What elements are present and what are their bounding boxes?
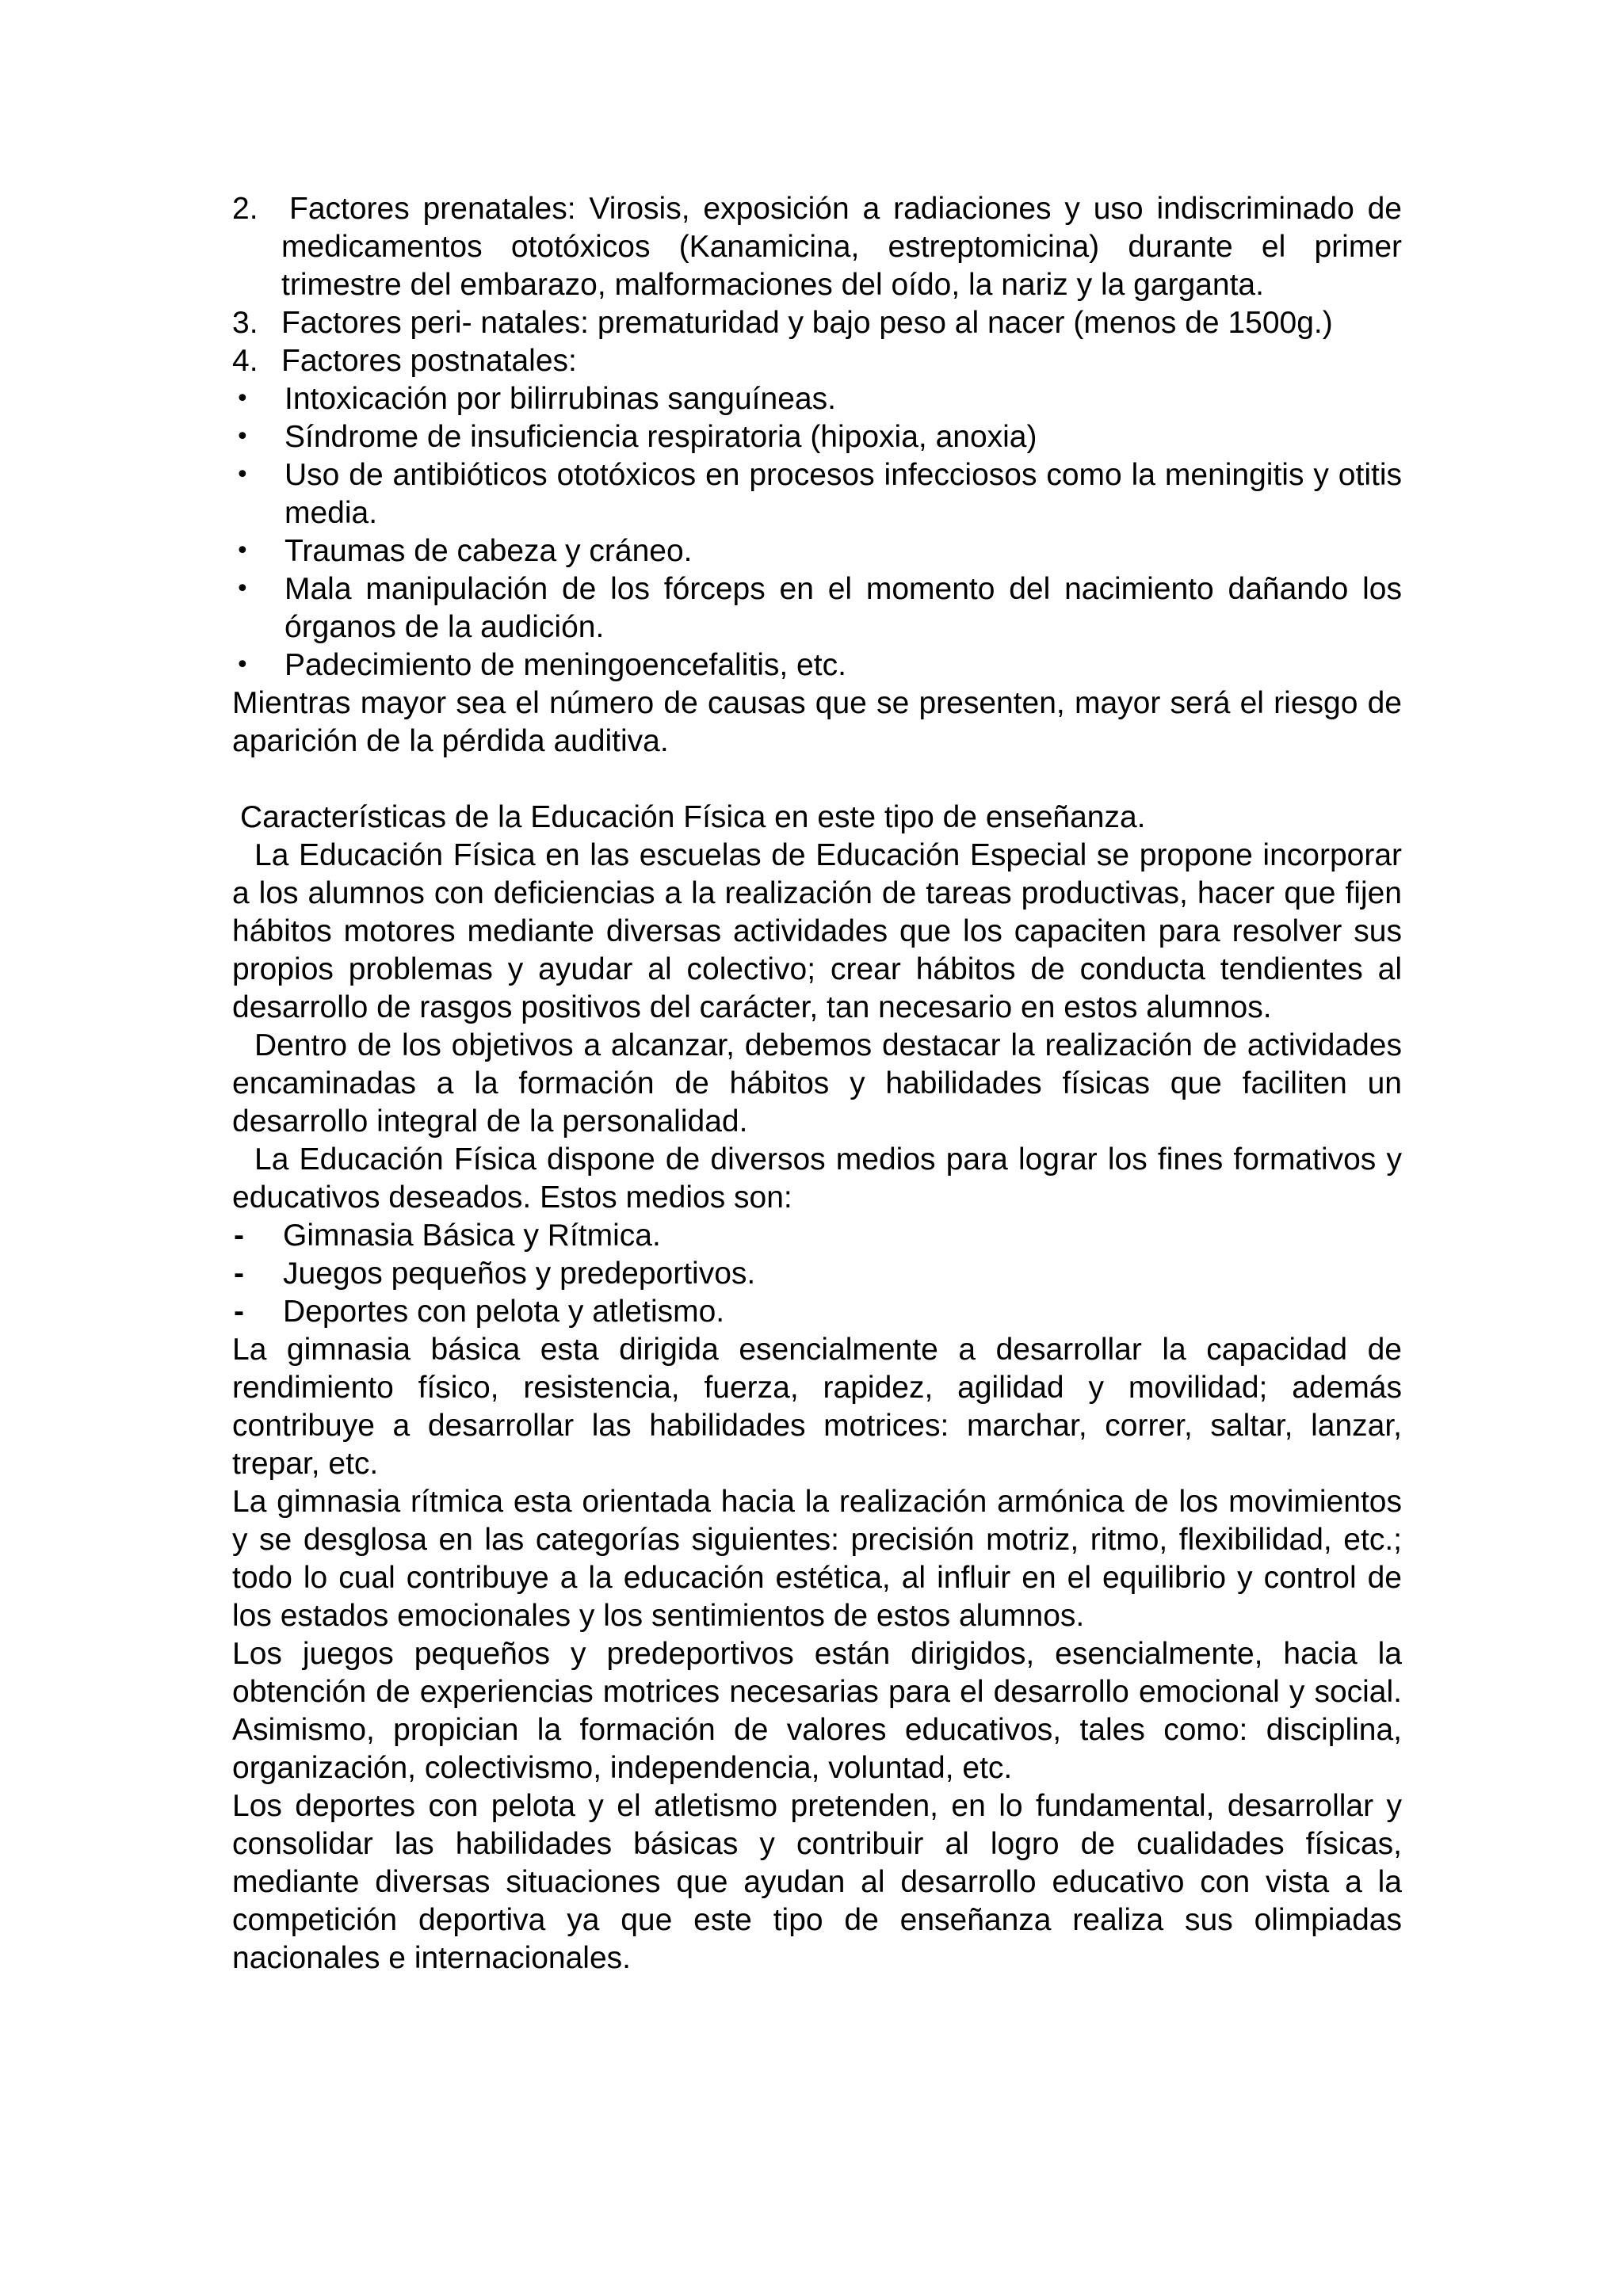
paragraph-means-intro: La Educación Física dispone de diversos medios para lograr los fines formativos y educativos deseados. Estos medios son:: [232, 1142, 1402, 1215]
list-number: 3.: [232, 306, 258, 340]
numbered-item-postnatal: [232, 342, 1402, 380]
bullet-icon: •: [235, 651, 250, 679]
dash-item-text: Deportes con pelota y atletismo.: [283, 1295, 725, 1329]
bullet-item-text: Uso de antibióticos ototóxicos en procesos infecciosos como la meningitis y otitis media.: [285, 458, 1402, 530]
paragraph-objectives-intro: La Educación Física en las escuelas de Educación Especial se propone incorporar a los alumnos con deficiencias a la realización de tareas productivas, hacer que fijen hábitos motores mediante diversas actividades que los capaciten para resolver sus propios problemas y ayudar al colectivo; crear hábitos de conducta tendientes al desarrollo de rasgos positivos del carácter, tan necesario en estos alumnos.: [232, 838, 1402, 1024]
paragraph-objectives: Dentro de los objetivos a alcanzar, debemos destacar la realización de actividades encaminadas a la formación de hábitos y habilidades físicas que faciliten un desarrollo integral de la personalidad.: [232, 1028, 1402, 1138]
bullet-item-text: Síndrome de insuficiencia respiratoria (hipoxia, anoxia): [285, 420, 1037, 454]
bullet-item-text: Padecimiento de meningoencefalitis, etc.: [285, 648, 846, 682]
dash-marker: -: [234, 1295, 244, 1329]
bullet-item-text: Intoxicación por bilirrubinas sanguíneas.: [285, 382, 836, 416]
paragraph-games: Los juegos pequeños y predeportivos están dirigidos, esencialmente, hacia la obtención de experiencias motrices necesarias para el desarrollo emocional y social. Asimismo, propician la formación de valores educativos, tales como: disciplina, organización, colectivismo, independencia, voluntad, etc.: [232, 1637, 1402, 1785]
bullet-item: [232, 456, 1402, 532]
bullet-icon: •: [235, 461, 250, 489]
bullet-item: [232, 570, 1402, 646]
spacer: [232, 761, 1402, 799]
bullet-item: [232, 532, 1402, 570]
bullet-item-text: Traumas de cabeza y cráneo.: [285, 534, 693, 568]
paragraph-sports: Los deportes con pelota y el atletismo pretenden, en lo fundamental, desarrollar y consolidar las habilidades básicas y contribuir al logro de cualidades físicas, mediante diversas situaciones que ayudan al desarrollo educativo con vista a la competición deportiva ya que este tipo de enseñanza realiza sus olimpiadas nacionales e internacionales.: [232, 1789, 1402, 1975]
bullet-item: [232, 418, 1402, 456]
bullet-icon: •: [235, 537, 250, 565]
numbered-item-text: Factores prenatales: Virosis, exposición a radiaciones y uso indiscriminado de medicamentos ototóxicos (Kanamicina, estreptomicina) durante el primer trimestre del embarazo, malformaciones del oído, la nariz y la garganta.: [281, 192, 1402, 302]
numbered-item-prenatal: [232, 190, 1402, 304]
bullet-icon: •: [235, 423, 250, 451]
numbered-item-text: Factores postnatales:: [281, 344, 577, 378]
bullet-icon: •: [235, 385, 250, 413]
dash-item-text: Juegos pequeños y predeportivos.: [283, 1257, 756, 1291]
document-page: [232, 190, 1402, 1978]
dash-marker: -: [234, 1257, 244, 1291]
numbered-item-perinatal: [232, 304, 1402, 342]
dash-item: [232, 1293, 1402, 1331]
paragraph-basic-gymnastics: La gimnasia básica esta dirigida esencialmente a desarrollar la capacidad de rendimiento físico, resistencia, fuerza, rapidez, agilidad y movilidad; además contribuye a desarrollar las habilidades motrices: marchar, correr, saltar, lanzar, trepar, etc.: [232, 1333, 1402, 1481]
bullet-item: [232, 646, 1402, 685]
section-heading: Características de la Educación Física en este tipo de enseñanza.: [240, 800, 1146, 834]
list-number: 2.: [232, 192, 258, 226]
bullet-item: [232, 380, 1402, 418]
risk-paragraph: Mientras mayor sea el número de causas que se presenten, mayor será el riesgo de aparición de la pérdida auditiva.: [232, 686, 1402, 758]
numbered-item-text: Factores peri- natales: prematuridad y bajo peso al nacer (menos de 1500g.): [281, 306, 1333, 340]
dash-item-text: Gimnasia Básica y Rítmica.: [283, 1219, 661, 1253]
bullet-icon: •: [235, 575, 250, 603]
dash-marker: -: [234, 1219, 244, 1253]
paragraph-rhythmic-gymnastics: La gimnasia rítmica esta orientada hacia la realización armónica de los movimientos y se desglosa en las categorías siguientes: precisión motriz, ritmo, flexibilidad, etc.; todo lo cual contribuye a la educación estética, al influir en el equilibrio y control de los estados emocionales y los sentimientos de estos alumnos.: [232, 1485, 1402, 1633]
list-number: 4.: [232, 344, 258, 378]
dash-item: [232, 1255, 1402, 1293]
dash-item: [232, 1217, 1402, 1255]
bullet-item-text: Mala manipulación de los fórceps en el momento del nacimiento dañando los órganos de la audición.: [285, 572, 1402, 644]
